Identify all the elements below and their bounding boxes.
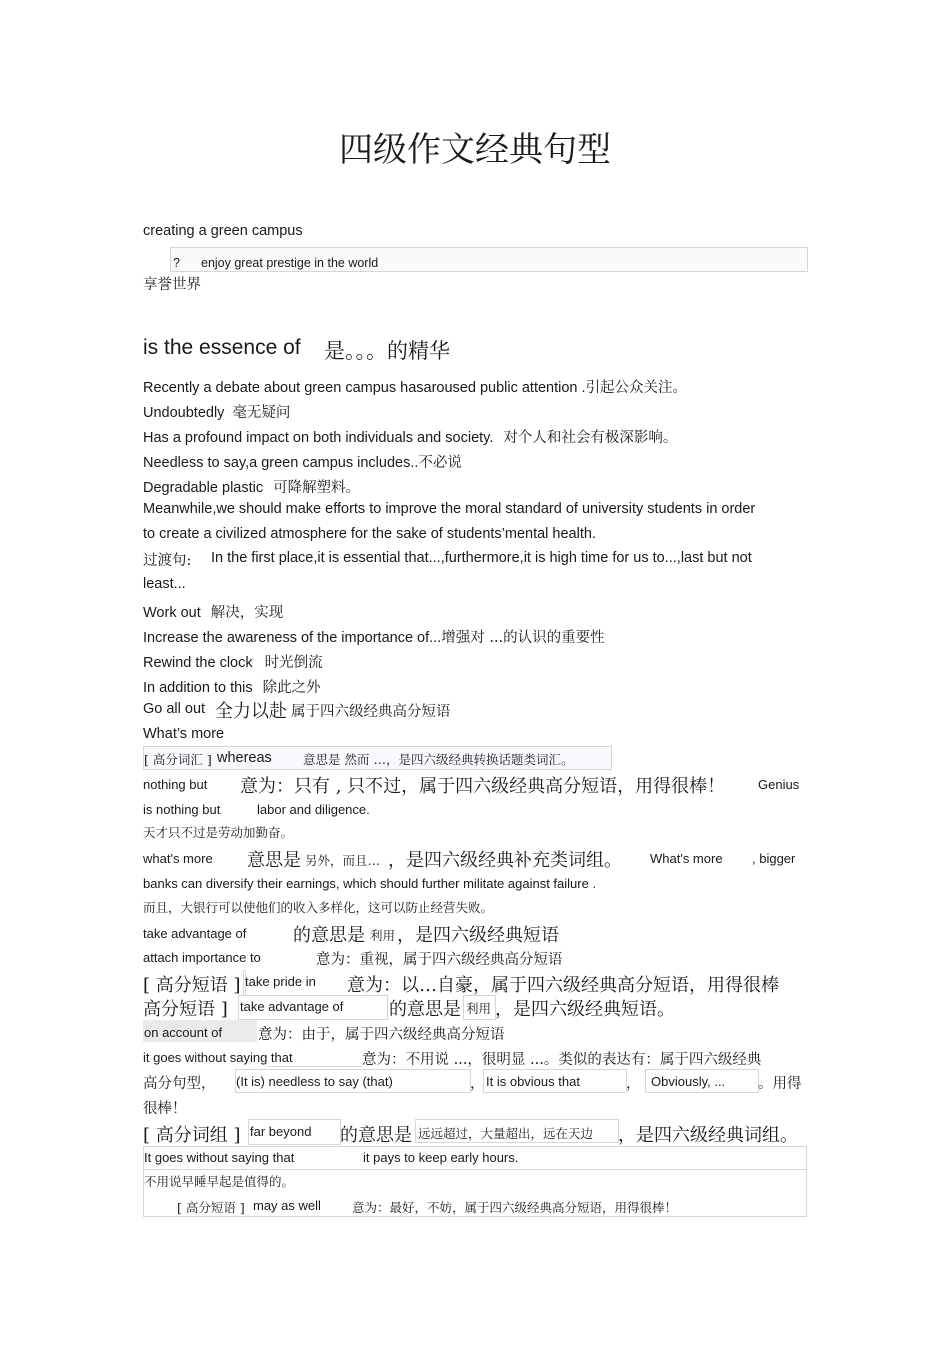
tag-vocab: [ 高分词汇 ] [144, 752, 212, 767]
phrase-take-pride: take pride in [245, 974, 316, 989]
phrase-take-pride-note: 意为：以…自豪，属于四六级经典高分短语，用得很棒 [347, 975, 779, 996]
line-rewind: Rewind the clock 时光倒流 [143, 655, 323, 671]
phrase-goes-without: it goes without saying that [143, 1050, 293, 1065]
page-title: 四级作文经典句型 [339, 130, 611, 170]
phrase-whats-more-note: ，是四六级经典补充类词组。 [388, 850, 622, 871]
phrase-nothing-but: nothing but [143, 777, 208, 792]
example-translation: 天才只不过是劳动加勤奋。 [143, 825, 294, 840]
line-civilized: to create a civilized atmosphere for the sake of students’mental health. [143, 526, 596, 542]
phrase-far-beyond-note: ，是四六级经典词组。 [618, 1125, 798, 1146]
phrase-meaning-value-2: 利用 [466, 1001, 492, 1016]
phrase-meaning: 意思是 [247, 850, 301, 871]
phrase-go-all-out-cn: 全力以赴 [215, 701, 287, 722]
line-meanwhile: Meanwhile,we should make efforts to improve the moral standard of university students in order [143, 501, 756, 517]
label-high-score-sentence: 高分句型， [143, 1076, 216, 1092]
line-recently: Recently a debate about green campus hasaroused public attention .引起公众关注。 [143, 380, 688, 396]
tag-phrase: [ 高分短语 ] [177, 1200, 245, 1215]
phrase-take-advantage: take advantage of [143, 926, 247, 941]
example-bigger: , bigger [752, 851, 796, 866]
phrase-take-advantage-meaning: 的意思是 [293, 925, 365, 946]
line-in-addition: In addition to this 除此之外 [143, 680, 321, 696]
phrase-translation: 享誉世界 [143, 277, 201, 293]
phrase-meaning-2: 的意思是 [389, 999, 461, 1020]
phrase-whats-more: what's more [143, 851, 213, 866]
phrase-meaning-value: 另外，而且… [305, 853, 381, 868]
example-nothing-but: is nothing but [143, 802, 221, 817]
phrase-may-as-well-note: 意为：最好，不妨，属于四六级经典高分短语，用得很棒！ [352, 1200, 678, 1215]
phrase-far-beyond-value: 远远超过，大量超出，远在天边 [418, 1126, 594, 1141]
phrase-far-beyond-meaning: 的意思是 [340, 1125, 412, 1146]
phrase-on-account-note: 意为：由于，属于四六级经典高分短语 [258, 1027, 505, 1043]
phrase-go-all-out: Go all out [143, 701, 206, 717]
line-awareness: Increase the awareness of the importance of...增强对 ...的认识的重要性 [143, 630, 605, 646]
phrase-take-advantage-2: take advantage of [240, 999, 344, 1014]
phrase-attach-importance-note: 意为：重视，属于四六级经典高分短语 [316, 952, 563, 968]
example-banks-translation: 而且，大银行可以使他们的收入多样化，这可以防止经营失败。 [143, 900, 494, 915]
tag-phrase: 高分短语 ] [143, 999, 228, 1020]
phrase-attach-importance: attach importance to [143, 950, 261, 965]
heading-essence: is the essence of [143, 336, 301, 359]
line-profound-impact: Has a profound impact on both individuals and society. 对个人和社会有极深影响。 [143, 430, 678, 446]
line-degradable: Degradable plastic 可降解塑料。 [143, 480, 361, 496]
example-early-hours-translation: 不用说早睡早起是值得的。 [144, 1174, 295, 1189]
phrase-take-advantage-note: ，是四六级经典短语 [397, 925, 559, 946]
example-early-hours: it pays to keep early hours. [363, 1150, 519, 1165]
transition-label: 过渡句: [143, 553, 192, 569]
line-creating-green-campus: creating a green campus [143, 223, 303, 239]
phrase-on-account: on account of [144, 1025, 223, 1040]
comma: ， [470, 1076, 485, 1092]
line-needless: Needless to say,a green campus includes..不必说 [143, 455, 462, 471]
phrase-goes-without-note: 意为：不用说 ...，很明显 ...。类似的表达有：属于四六级经典 [362, 1052, 762, 1068]
alt-obvious: It is obvious that [486, 1074, 580, 1089]
phrase-enjoy-prestige: enjoy great prestige in the world [201, 256, 379, 270]
example-whats-more: What's more [650, 851, 723, 866]
line-work-out: Work out 解决，实现 [143, 605, 284, 621]
suffix-great: 很棒！ [143, 1101, 187, 1117]
line-transition: In the first place,it is essential that...,furthermore,it is high time for us to...,last but not [211, 550, 752, 566]
phrase-take-advantage-note-2: ，是四六级经典短语。 [495, 999, 675, 1020]
bullet-mark: ? [173, 256, 180, 270]
example-banks: banks can diversify their earnings, which should further militate against failure . [143, 876, 597, 891]
tag-phrase: [ 高分短语 ] [143, 975, 241, 996]
phrase-far-beyond: far beyond [250, 1124, 312, 1139]
phrase-whereas-note: 意思是 然而 …，是四六级经典转换话题类词汇。 [303, 752, 574, 767]
alt-obviously: Obviously, ... [651, 1074, 726, 1089]
suffix-used: 。用得 [758, 1076, 802, 1092]
comma: ， [626, 1076, 641, 1092]
heading-essence-cn: 是。。。的精华 [324, 339, 450, 363]
line-undoubtedly: Undoubtedly 毫无疑问 [143, 405, 291, 421]
example-labor: labor and diligence. [257, 802, 370, 817]
line-whats-more: What’s more [143, 726, 225, 742]
example-goes-without: It goes without saying that [144, 1150, 295, 1165]
alt-needless-to-say: (It is) needless to say (that) [236, 1074, 393, 1089]
tag-word-group: [ 高分词组 ] [143, 1125, 241, 1146]
phrase-take-advantage-value: 利用 [370, 928, 396, 943]
phrase-nothing-but-note: 意为：只有 , 只不过，属于四六级经典高分短语，用得很棒！ [240, 776, 726, 797]
phrase-may-as-well: may as well [253, 1198, 321, 1213]
phrase-go-all-out-note: 属于四六级经典高分短语 [291, 704, 451, 720]
phrase-whereas: whereas [217, 750, 272, 766]
word-genius: Genius [758, 777, 800, 792]
line-least: least... [143, 576, 186, 592]
